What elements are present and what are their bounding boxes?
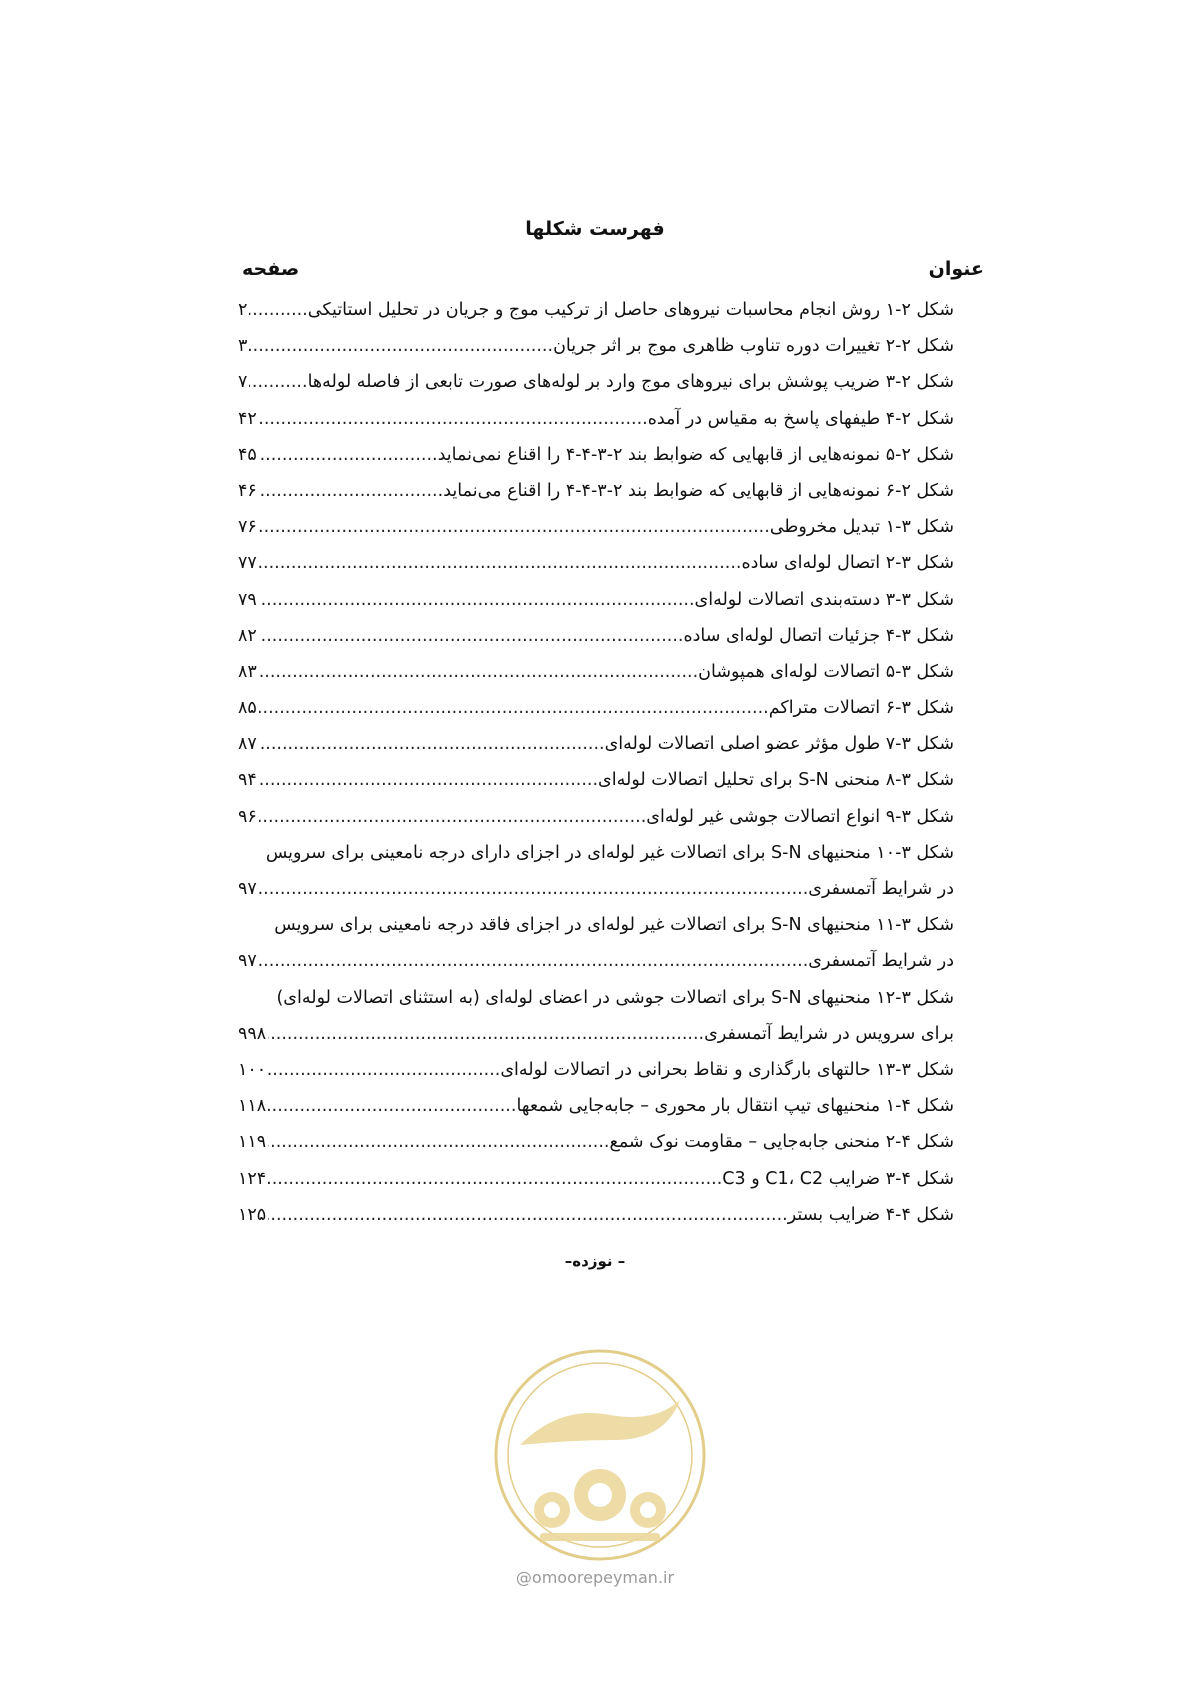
page-number: – نوزده– [564,1252,626,1270]
dot-leader [259,762,598,798]
toc-entry-title: شکل ۲-۱ روش انجام محاسبات نیروهای حاصل از ترکیب موج و جریان در تحلیل استاتیکی [307,300,954,320]
toc-entry-continuation [238,871,954,907]
toc-entry-title: شکل ۳-۸ منحنی S-N برای تحلیل اتصالات لوله‌ای [598,770,954,791]
dot-leader [259,582,695,618]
dot-leader [259,690,769,726]
toc-entry-title: شکل ۲-۵ نمونه‌هایی از قابهایی که ضوابط بند ۲-۳-۴-۴ را اقناع نمی‌نماید. [432,444,954,465]
dot-leader [259,437,432,473]
dot-leader [259,799,646,835]
toc-entry-page: ۸۵ [238,698,257,719]
dot-leader [249,292,307,328]
toc-entry-title: شکل ۲-۶ نمونه‌هایی از قابهایی که ضوابط بند ۲-۳-۴-۴ را اقناع می‌نماید. [437,480,954,501]
toc-entry-page: ۷۶ [238,517,257,538]
toc-entry [238,364,954,400]
toc-entry [238,654,954,690]
toc-entry-page: ۷ [238,372,248,393]
toc-entry [238,1124,954,1160]
toc-entry [238,328,954,364]
column-heading-title: عنوان [928,258,984,280]
dot-leader [259,618,684,654]
dot-leader [249,364,307,400]
toc-entry-page: ۹۹۸ [238,1023,267,1044]
toc-entry-title: شکل ۳-۲ اتصال لوله‌ای ساده [741,553,954,574]
toc-entry-page: ۱۰۰ [238,1059,267,1080]
toc-entry-page: ۸۳ [238,661,257,682]
dot-leader [268,1161,722,1197]
toc-entry-title: شکل ۲-۲ تغییرات دوره تناوب ظاهری موج بر اثر جریان [553,336,954,357]
dot-leader [259,473,438,509]
toc-entry [238,437,954,473]
dot-leader [268,1088,516,1124]
toc-entry-title: شکل ۳-۹ انواع اتصالات جوشی غیر لوله‌ای [646,806,954,827]
toc-entry-page: ۷۷ [238,553,257,574]
toc-entry-page: ۴۵ [238,444,257,465]
toc-entry-page: ۹۴ [238,770,257,791]
toc-entry [238,509,954,545]
dot-leader [259,871,808,907]
dot-leader [259,509,770,545]
dot-leader [268,1016,704,1052]
toc-entry-title: شکل ۲-۳ ضریب پوشش برای نیروهای موج وارد بر لوله‌های صورت تابعی از فاصله لوله‌ها [307,372,954,393]
toc-entry-title: شکل ۳-۱ تبدیل مخروطی [769,517,954,538]
toc-entry [238,545,954,581]
toc-entry-title: شکل ۳-۱۰ منحنیهای S-N برای اتصالات غیر لوله‌ای در اجزای دارای درجه نامعینی برای سرویس [265,842,954,863]
toc-entry-title: شکل ۳-۱۱ منحنیهای S-N برای اتصالات غیر لوله‌ای در اجزای فاقد درجه نامعینی برای سرویس [274,915,954,936]
toc-entry-title: شکل ۲-۴ طیفهای پاسخ به مقیاس در آمده [647,408,954,429]
toc-entry-page: ۹۷ [238,951,257,972]
toc-entry [238,1088,954,1124]
toc-entry [238,582,954,618]
dot-leader [249,328,553,364]
toc-entry-title: شکل ۳-۴ جزئیات اتصال لوله‌ای ساده [683,625,954,646]
toc-entry-title-continuation: در شرایط آتمسفری [808,879,954,899]
toc-entry-page: ۱۱۹ [238,1132,267,1153]
toc-entry [238,1197,954,1233]
toc-entry-title: شکل ۳-۱۲ منحنیهای S-N برای اتصالات جوشی در اعضای لوله‌ای (به استثنای اتصالات لوله‌ای) [276,987,954,1008]
seal-logo [490,1345,710,1565]
dot-leader [259,545,742,581]
toc-entry-page: ۳ [238,336,248,357]
toc-entry-page: ۴۶ [238,480,257,501]
toc-entry-continuation [238,1016,954,1052]
toc-entry-title: شکل ۴-۱ منحنیهای تیپ انتقال بار محوری – جابه‌جایی شمعها [516,1096,954,1117]
toc-entry [238,726,954,762]
toc-entry [238,1161,954,1197]
toc-entry [238,473,954,509]
toc-entry-page: ۷۹ [238,589,257,610]
toc-entry-page: ۱۱۸ [238,1096,267,1117]
toc-entry [238,690,954,726]
toc-entry [238,835,954,871]
seal-url: @omoorepeyman.ir [515,1568,675,1587]
toc-entry-continuation [238,943,954,979]
toc-entry-title: شکل ۳-۷ طول مؤثر عضو اصلی اتصالات لوله‌ای [604,734,954,755]
toc-entry [238,907,954,943]
column-heading-page: صفحه [242,258,300,280]
toc-entry-page: ۹۷ [238,879,257,899]
dot-leader [259,654,698,690]
toc-entry-title: شکل ۳-۱۳ حالتهای بارگذاری و نقاط بحرانی در اتصالات لوله‌ای [500,1059,954,1080]
toc-entry-title: شکل ۴-۳ ضرایب C1، C2 و C3 [722,1168,954,1189]
toc-entry [238,618,954,654]
toc-entry-title: شکل ۳-۶ اتصالات متراکم [768,698,954,719]
dot-leader [259,726,605,762]
toc-entry [238,799,954,835]
toc-entry-title: شکل ۳-۳ دسته‌بندی اتصالات لوله‌ای [694,589,954,610]
toc-entry-page: ۱۲۴ [238,1168,267,1189]
toc-entry-page: ۴۲ [238,408,257,429]
table-of-figures [238,292,954,1233]
toc-entry-title: شکل ۴-۲ منحنی جابه‌جایی – مقاومت نوک شمع [609,1132,954,1153]
toc-entry-title-continuation: در شرایط آتمسفری [808,951,954,972]
toc-entry-page: ۸۲ [238,625,257,646]
dot-leader [259,943,808,979]
toc-entry [238,762,954,798]
dot-leader [268,1124,609,1160]
toc-entry-title: شکل ۳-۵ اتصالات لوله‌ای همپوشان [698,661,954,682]
toc-entry-title: شکل ۴-۴ ضرایب بستر [787,1204,954,1225]
dot-leader [268,1197,788,1233]
toc-entry-page: ۱۲۵ [238,1204,267,1225]
toc-entry [238,1052,954,1088]
toc-entry [238,401,954,437]
toc-entry [238,292,954,328]
toc-entry-page: ۸۷ [238,734,257,755]
toc-entry-page: ۲ [238,300,248,320]
toc-entry-title-continuation: برای سرویس در شرایط آتمسفری [704,1023,954,1044]
toc-entry [238,980,954,1016]
page-title: فهرست شکلها [525,218,665,240]
dot-leader [259,401,648,437]
toc-entry-page: ۹۶ [238,806,257,827]
dot-leader [268,1052,500,1088]
